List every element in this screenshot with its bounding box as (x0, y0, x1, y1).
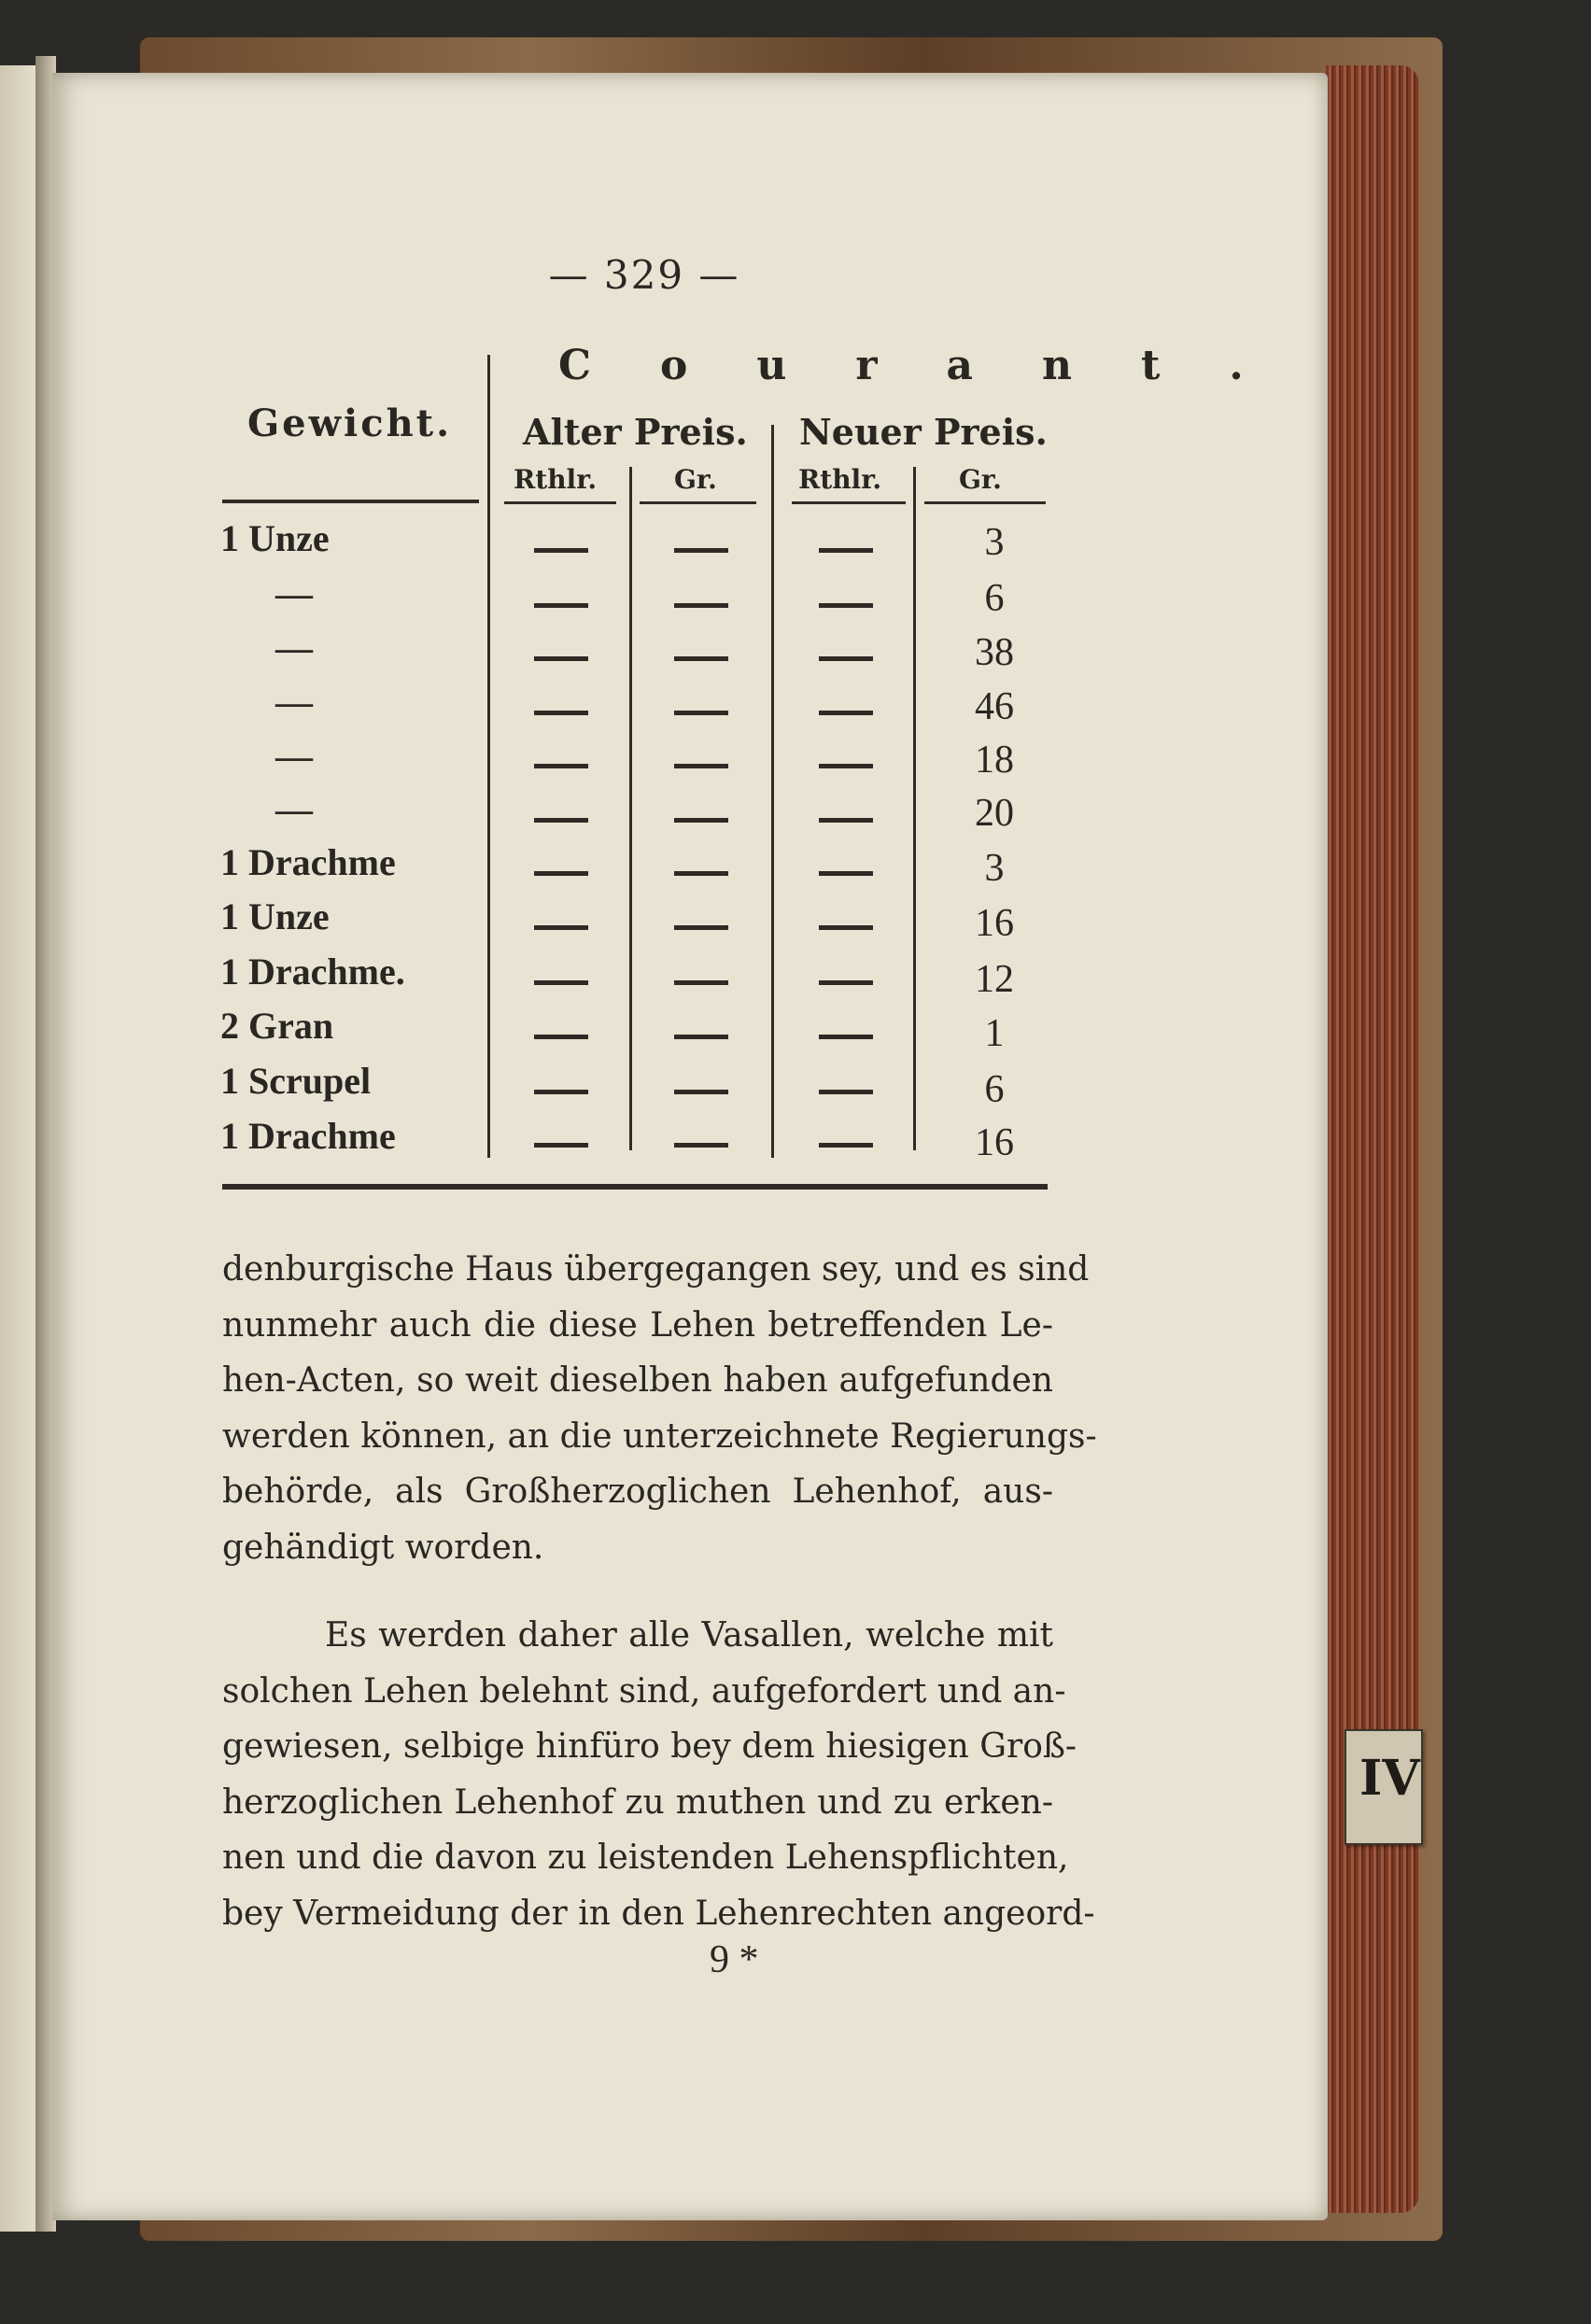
table-row-gr: 3 (984, 847, 1005, 890)
text-line: werden können, an die unterzeichnete Regierungs- (222, 1416, 1097, 1456)
index-tab (1345, 1729, 1423, 1845)
page-edges (1326, 65, 1419, 2213)
empty-price-dash (674, 871, 728, 876)
empty-price-dash (819, 980, 873, 985)
empty-price-dash (534, 1090, 588, 1094)
old-gr-header: Gr. (674, 464, 717, 495)
empty-price-dash (674, 764, 728, 768)
empty-price-dash (534, 1035, 588, 1039)
new-rthlr-rule (792, 501, 906, 504)
empty-price-dash (819, 925, 873, 930)
empty-price-dash (534, 1143, 588, 1148)
empty-price-dash (534, 603, 588, 608)
table-row-gr: 46 (975, 685, 1014, 728)
table-row-weight: 1 Unze (220, 895, 330, 937)
new-gr-rule (924, 501, 1046, 504)
text-line: gehändigt worden. (222, 1528, 544, 1567)
empty-price-dash (674, 603, 728, 608)
old-gr-rule (640, 501, 756, 504)
empty-price-dash (819, 871, 873, 876)
body-paragraph-2 (222, 1608, 1095, 1941)
empty-price-dash (534, 871, 588, 876)
table-row-gr: 18 (975, 739, 1014, 782)
table-row-gr: 3 (984, 521, 1005, 564)
empty-price-dash (819, 603, 873, 608)
text-line: Es werden daher alle Vasallen, welche mit (325, 1616, 1053, 1655)
old-rthlr-header: Rthlr. (514, 464, 598, 495)
table-row-gr: 38 (975, 631, 1014, 674)
empty-price-dash (674, 980, 728, 985)
old-rthlr-rule (504, 501, 616, 504)
weight-header: Gewicht. (247, 401, 453, 445)
empty-price-dash (674, 711, 728, 715)
table-row-weight: 2 Gran (220, 1005, 334, 1047)
column-divider-old-new (771, 425, 774, 1158)
text-line: behörde, als Großherzoglichen Lehenhof, aus- (222, 1472, 1053, 1511)
new-gr-header: Gr. (959, 464, 1002, 495)
text-line: nunmehr auch die diese Lehen betreffenden Le- (222, 1305, 1053, 1345)
table-row-weight: 1 Unze (220, 517, 330, 559)
empty-price-dash (819, 764, 873, 768)
table-row-weight: — (275, 572, 313, 614)
text-line: bey Vermeidung der in den Lehenrechten angeord- (222, 1894, 1095, 1933)
empty-price-dash (819, 1035, 873, 1039)
table-row-gr: 20 (975, 792, 1014, 835)
empty-price-dash (674, 656, 728, 661)
empty-price-dash (534, 656, 588, 661)
weight-header-rule (222, 500, 479, 503)
empty-price-dash (819, 711, 873, 715)
table-row-weight: 1 Drachme (220, 1115, 396, 1157)
text-line: denburgische Haus übergegangen sey, und es sind (222, 1250, 1090, 1289)
table-row-weight: — (275, 735, 313, 777)
text-line: gewiesen, selbige hinfüro bey dem hiesigen Groß- (222, 1727, 1077, 1766)
table-row-gr: 12 (975, 958, 1014, 1001)
empty-price-dash (534, 548, 588, 553)
table-row-gr: 16 (975, 902, 1014, 945)
column-divider-weight (487, 355, 490, 1158)
table-row-gr: 6 (984, 577, 1005, 620)
table-row-gr: 1 (984, 1012, 1005, 1055)
index-tab-label: IV (1359, 1750, 1420, 1807)
table-row-gr: 16 (975, 1121, 1014, 1164)
empty-price-dash (534, 711, 588, 715)
new-price-header: Neuer Preis. (799, 411, 1048, 453)
new-rthlr-header: Rthlr. (798, 464, 882, 495)
empty-price-dash (674, 1035, 728, 1039)
table-row-weight: — (275, 681, 313, 723)
old-price-header: Alter Preis. (523, 411, 748, 453)
text-line: nen und die davon zu leistenden Lehenspflichten, (222, 1838, 1069, 1877)
empty-price-dash (819, 548, 873, 553)
empty-price-dash (534, 925, 588, 930)
empty-price-dash (674, 548, 728, 553)
empty-price-dash (674, 925, 728, 930)
empty-price-dash (819, 656, 873, 661)
column-divider-old-inner (629, 467, 632, 1150)
table-row-weight: — (275, 788, 313, 830)
empty-price-dash (534, 764, 588, 768)
signature-mark: 9 * (710, 1938, 759, 1981)
table-row-weight: — (275, 627, 313, 669)
empty-price-dash (819, 1143, 873, 1148)
table-bottom-rule (222, 1184, 1048, 1190)
body-paragraph-1 (222, 1242, 1097, 1575)
empty-price-dash (534, 818, 588, 823)
empty-price-dash (819, 818, 873, 823)
empty-price-dash (674, 1090, 728, 1094)
column-divider-new-inner (913, 467, 916, 1150)
page-number: — 329 — (548, 252, 740, 298)
empty-price-dash (674, 1143, 728, 1148)
empty-price-dash (819, 1090, 873, 1094)
empty-price-dash (534, 980, 588, 985)
table-row-weight: 1 Drachme (220, 841, 396, 883)
table-row-weight: 1 Scrupel (220, 1060, 372, 1102)
text-line: solchen Lehen belehnt sind, aufgefordert und an- (222, 1671, 1066, 1711)
table-row-gr: 6 (984, 1068, 1005, 1111)
text-line: herzoglichen Lehenhof zu muthen und zu erken- (222, 1782, 1053, 1822)
currency-header: Courant. (558, 342, 1313, 389)
empty-price-dash (674, 818, 728, 823)
text-line: hen-Acten, so weit dieselben haben aufgefunden (222, 1361, 1053, 1400)
table-row-weight: 1 Drachme. (220, 951, 405, 993)
